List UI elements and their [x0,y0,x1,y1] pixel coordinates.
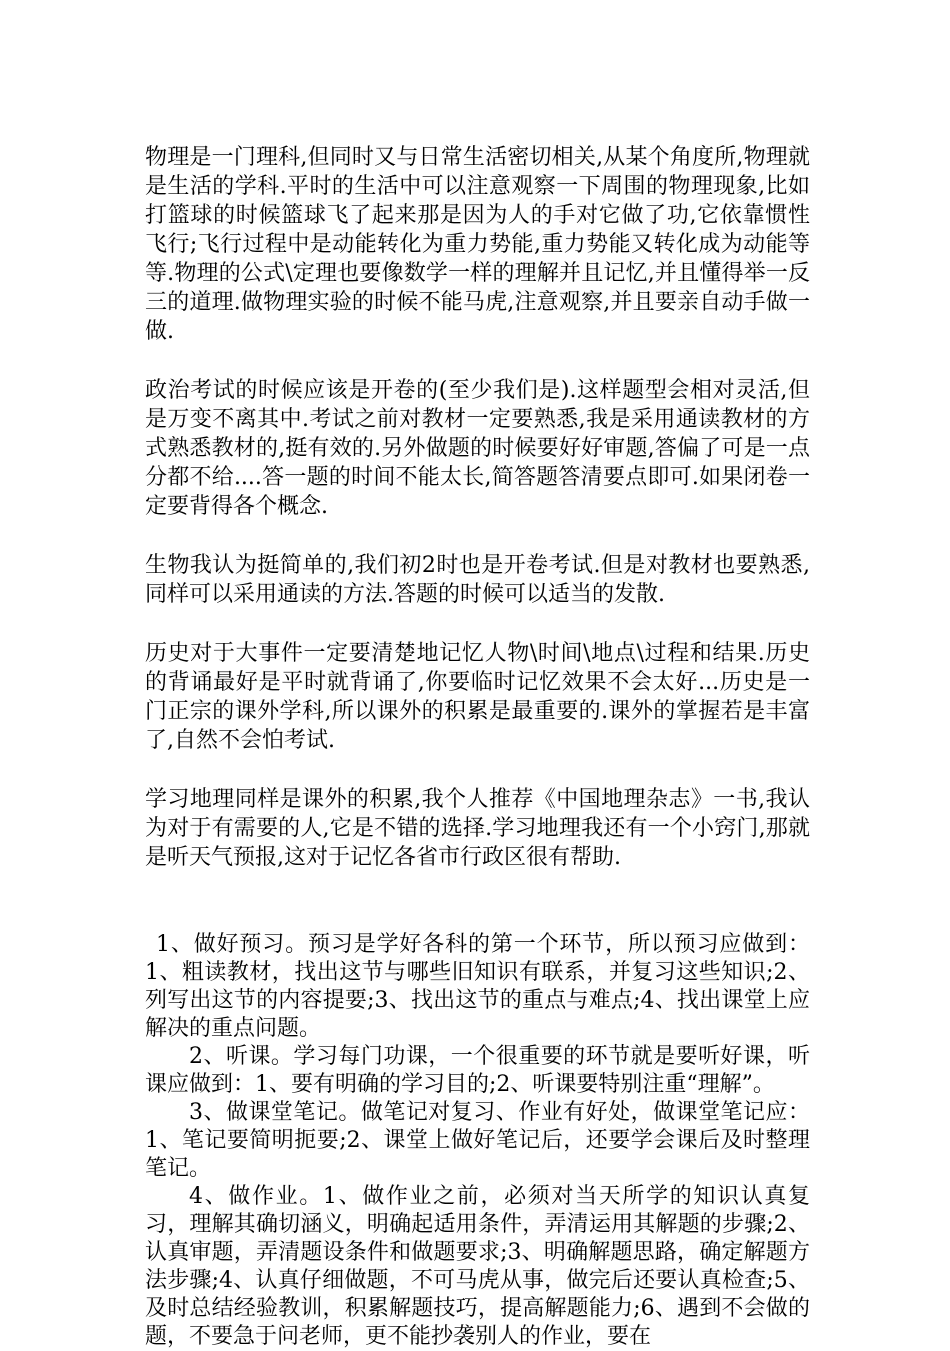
section-gap [145,872,810,931]
list-item-preview: 1、做好预习。预习是学好各科的第一个环节，所以预习应做到：1、粗读教材，找出这节与哪些旧知识有联系，并复习这些知识;2、列写出这节的内容提要;3、找出这节的重点与难点;4、找出课堂上应解决的重点问题。 [145,932,810,1041]
paragraph-politics: 政治考试的时候应该是开卷的(至少我们是).这样题型会相对灵活,但是万变不离其中.考试之前对教材一定要熟悉,我是采用通读教材的方式熟悉教材的,挺有效的.另外做题的时候要好好审题,答偏了可是一点分都不给....答一题的时间不能太长,简答题答清要点即可.如果闭卷一定要背得各个概念. [145,378,810,519]
paragraph-gap [145,346,810,376]
paragraph-history: 历史对于大事件一定要清楚地记忆人物\时间\地点\过程和结果.历史的背诵最好是平时就背诵了,你要临时记忆效果不会太好...历史是一门正宗的课外学科,所以课外的积累是最重要的.课外的掌握若是丰富了,自然不会怕考试. [145,641,810,753]
paragraph-biology: 生物我认为挺简单的,我们初2时也是开卷考试.但是对教材也要熟悉,同样可以采用通读的方法.答题的时候可以适当的发散. [145,553,810,607]
list-item-homework: 4、做作业。1、做作业之前，必须对当天所学的知识认真复习，理解其确切涵义，明确起适用条件，弄清运用其解题的步骤;2、认真审题，弄清题设条件和做题要求;3、明确解题思路，确定解题方法步骤;4、认真仔细做题，不可马虎从事，做完后还要认真检查;5、及时总结经验教训，积累解题技巧，提高解题能力;6、遇到不会做的题，不要急于问老师，更不能抄袭别人的作业，要在 [145,1184,810,1349]
paragraph-gap [145,755,810,785]
document-page [145,143,810,1351]
paragraph-gap [145,521,810,551]
paragraph-gap [145,609,810,639]
list-item-notes: 3、做课堂笔记。做笔记对复习、作业有好处，做课堂笔记应：1、笔记要简明扼要;2、课堂上做好笔记后，还要学会课后及时整理笔记。 [145,1100,810,1181]
paragraph-physics: 物理是一门理科,但同时又与日常生活密切相关,从某个角度所,物理就是生活的学科.平时的生活中可以注意观察一下周围的物理现象,比如打篮球的时候篮球飞了起来那是因为人的手对它做了功,它依靠惯性飞行;飞行过程中是动能转化为重力势能,重力势能又转化成为动能等等.物理的公式\定理也要像数学一样的理解并且记忆,并且懂得举一反三的道理.做物理实验的时候不能马虎,注意观察,并且要亲自动手做一做. [145,145,810,344]
paragraph-geography: 学习地理同样是课外的积累,我个人推荐《中国地理杂志》一书,我认为对于有需要的人,它是不错的选择.学习地理我还有一个小窍门,那就是听天气预报,这对于记忆各省市行政区很有帮助. [145,787,810,870]
list-item-listen: 2、听课。学习每门功课，一个很重要的环节就是要听好课，听课应做到：1、要有明确的学习目的;2、听课要特别注重“理解”。 [145,1044,810,1097]
